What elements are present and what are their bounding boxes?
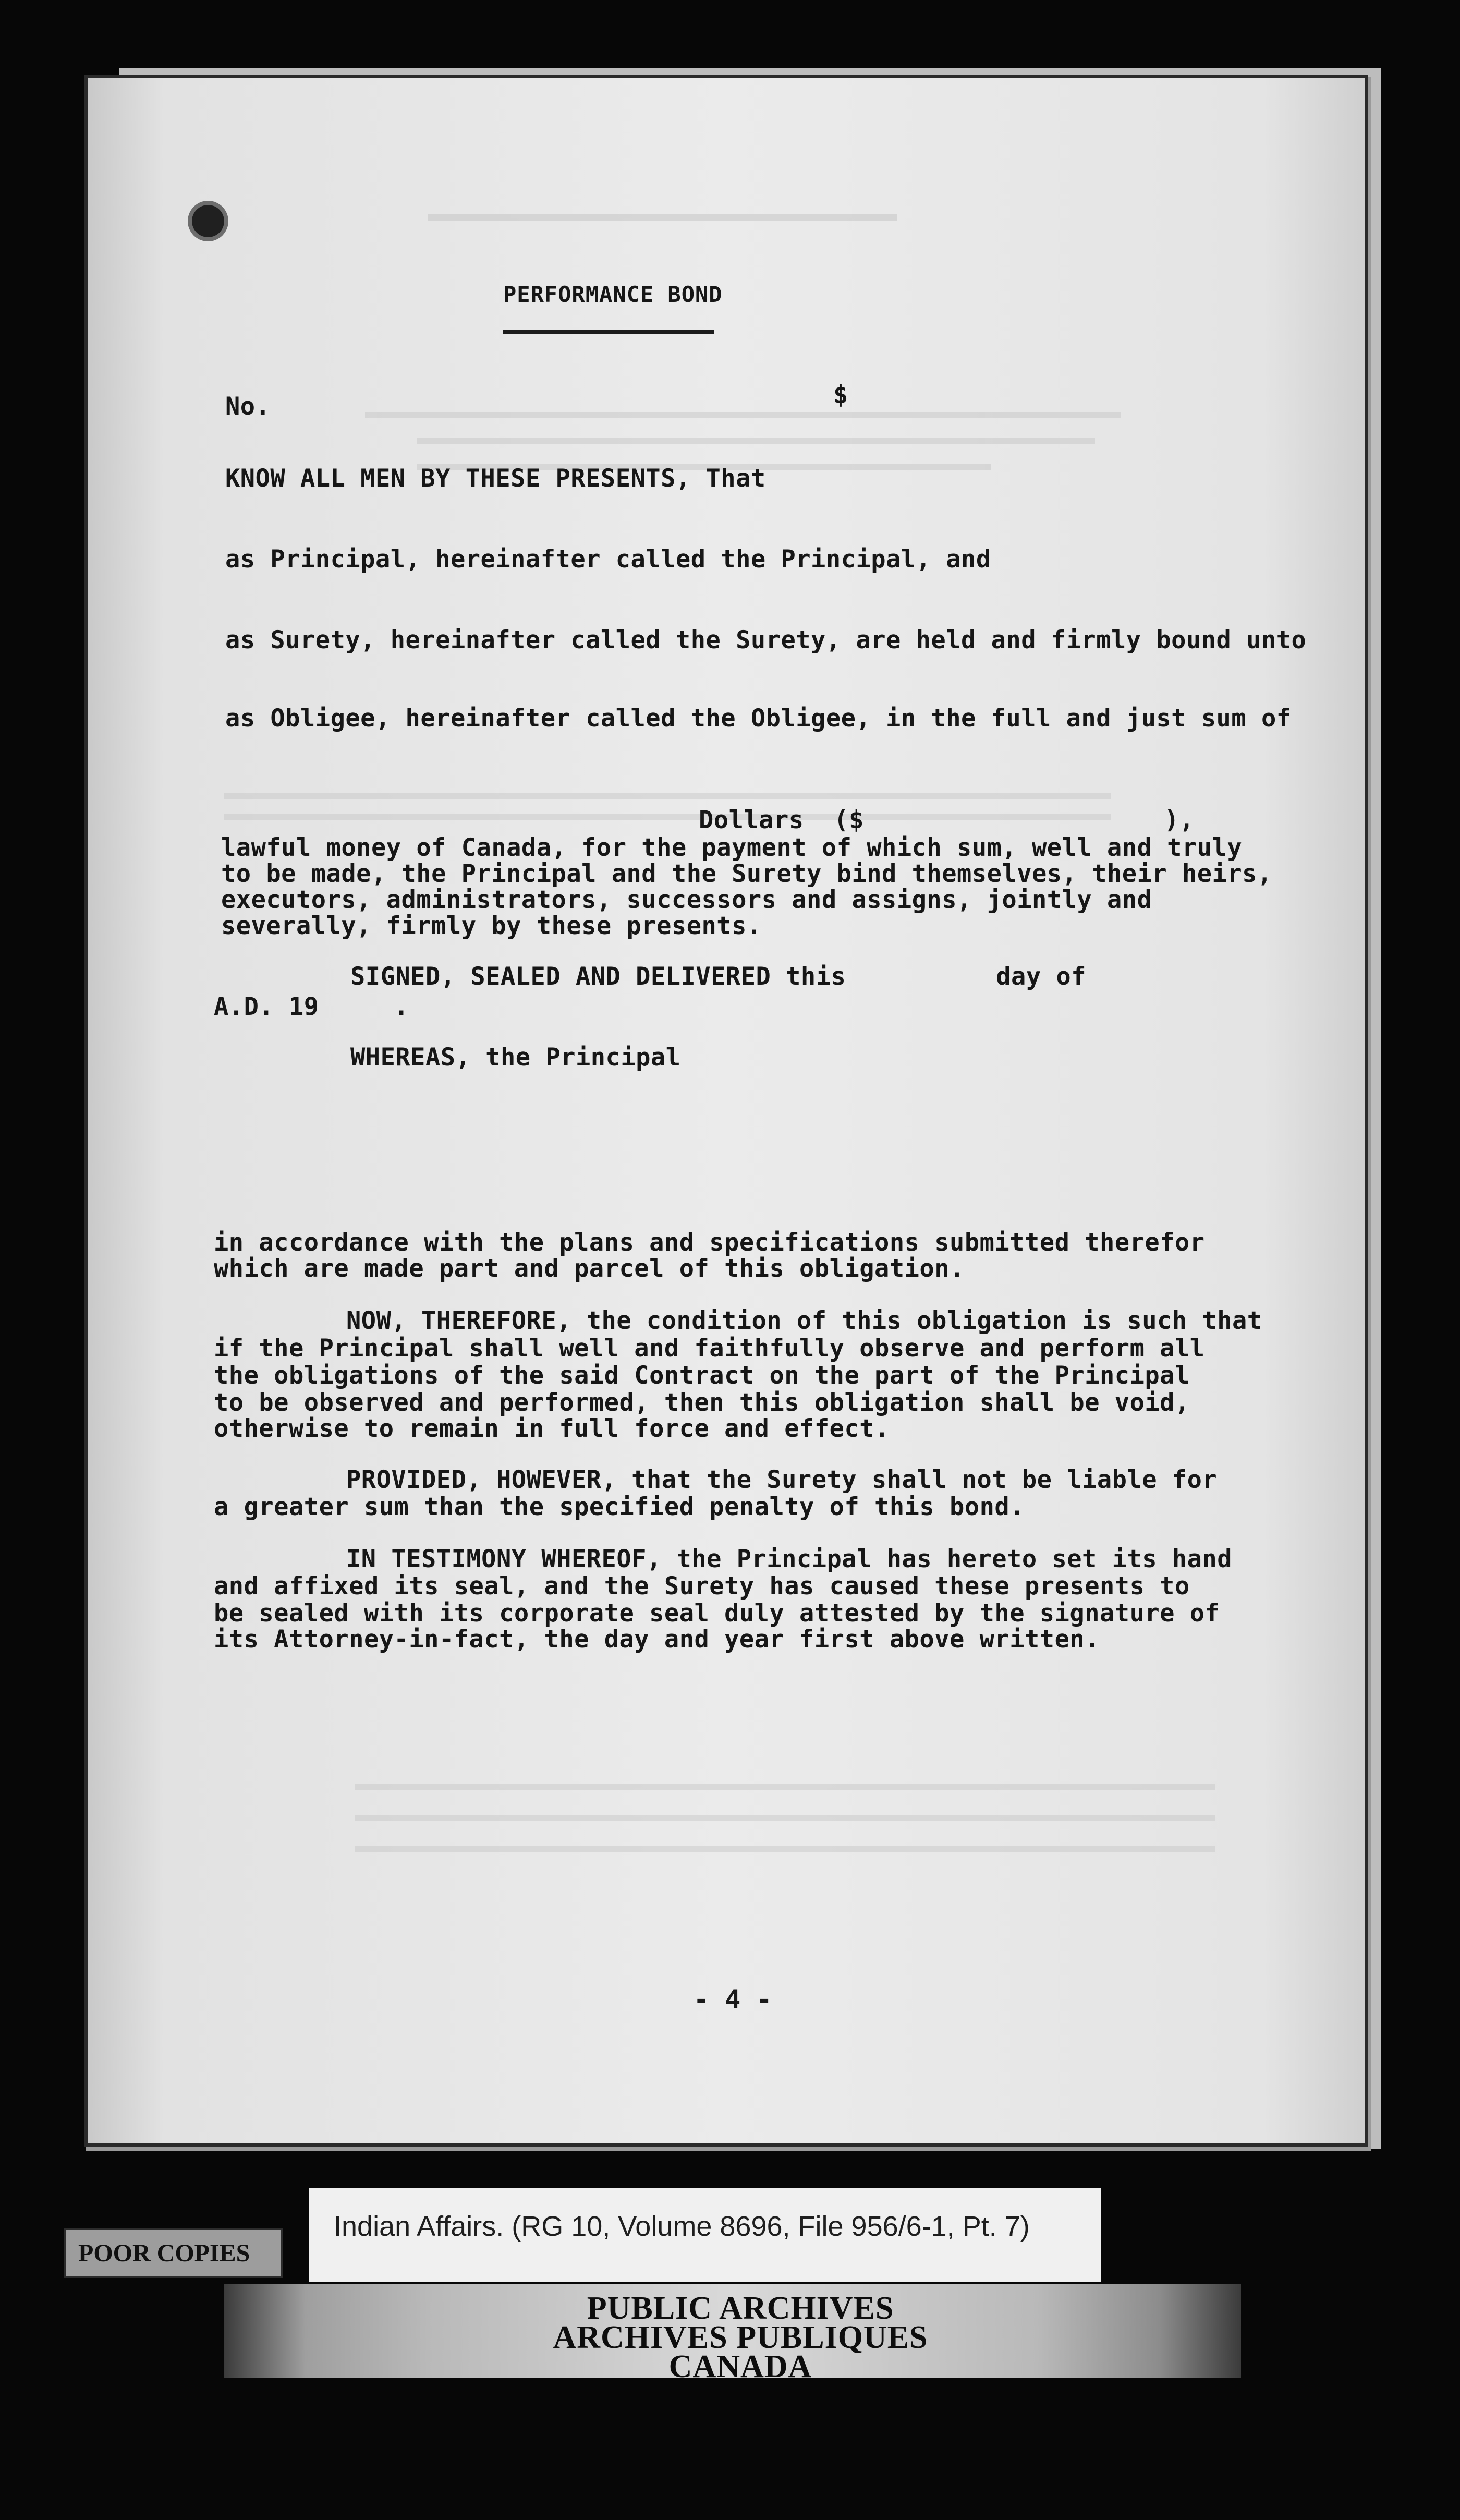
bond-text-line: Dollars ($ ), <box>699 806 1195 834</box>
bond-text-line: a greater sum than the specified penalty of this bond. <box>214 1493 1025 1521</box>
bond-text-line: SIGNED, SEALED AND DELIVERED this day of <box>350 962 1087 991</box>
bleed-through-mark <box>417 438 1095 444</box>
poor-copies-label: POOR COPIES <box>78 2239 250 2267</box>
bond-text-line: as Surety, hereinafter called the Surety, are held and firmly bound unto <box>225 626 1307 655</box>
bleed-through-mark <box>428 214 897 221</box>
bond-text-line: lawful money of Canada, for the payment of which sum, well and truly <box>221 833 1243 862</box>
bond-text-line: and affixed its seal, and the Surety has caused these presents to <box>214 1572 1190 1601</box>
bond-text-line: otherwise to remain in full force and effect. <box>214 1414 890 1443</box>
bond-text-line: which are made part and parcel of this obligation. <box>214 1254 965 1283</box>
bond-text-line: its Attorney-in-fact, the day and year first above written. <box>214 1625 1100 1654</box>
bleed-through-mark <box>355 1784 1215 1790</box>
document-title: PERFORMANCE BOND <box>503 282 723 307</box>
bond-text-line: as Obligee, hereinafter called the Obligee, in the full and just sum of <box>225 704 1292 733</box>
bond-text-line: to be observed and performed, then this obligation shall be void, <box>214 1388 1190 1417</box>
bond-text-line: in accordance with the plans and specifications submitted therefor <box>214 1228 1205 1257</box>
bond-text-line: severally, firmly by these presents. <box>221 912 762 940</box>
public-archives-stamp <box>480 2291 1001 2384</box>
bond-text-line: the obligations of the said Contract on the part of the Principal <box>214 1361 1190 1390</box>
page-number: - 4 - <box>694 1984 772 2015</box>
bleed-through-mark <box>365 412 1121 418</box>
bond-text-line: A.D. 19 . <box>214 992 409 1021</box>
bleed-through-mark <box>355 1815 1215 1821</box>
bond-text-line: WHEREAS, the Principal <box>350 1043 681 1072</box>
archive-caption: Indian Affairs. (RG 10, Volume 8696, File 956/6-1, Pt. 7) <box>334 2211 1030 2242</box>
bond-text-line: IN TESTIMONY WHEREOF, the Principal has hereto set its hand <box>346 1545 1232 1573</box>
bond-text-line: if the Principal shall well and faithfully observe and perform all <box>214 1334 1205 1363</box>
stamp-line: ARCHIVES PUBLIQUES <box>553 2320 928 2355</box>
bond-text-line: to be made, the Principal and the Surety bind themselves, their heirs, <box>221 859 1272 888</box>
bond-text-line: be sealed with its corporate seal duly attested by the signature of <box>214 1599 1220 1628</box>
bond-text-line: NOW, THEREFORE, the condition of this obligation is such that <box>346 1306 1262 1335</box>
title-underline <box>503 330 714 334</box>
punch-hole <box>192 205 224 237</box>
document-page <box>88 78 1365 2143</box>
stamp-line: CANADA <box>668 2349 812 2384</box>
bond-text-line: as Principal, hereinafter called the Principal, and <box>225 545 991 574</box>
stamp-line: PUBLIC ARCHIVES <box>587 2291 894 2326</box>
bond-amount-symbol: $ <box>833 381 848 409</box>
bleed-through-mark <box>224 793 1111 799</box>
bond-text-line: PROVIDED, HOWEVER, that the Surety shall not be liable for <box>346 1465 1218 1494</box>
bond-text-line: KNOW ALL MEN BY THESE PRESENTS, That <box>225 464 766 493</box>
bond-number-label: No. <box>225 392 271 421</box>
bond-text-line: executors, administrators, successors and assigns, jointly and <box>221 886 1152 914</box>
bleed-through-mark <box>355 1846 1215 1852</box>
